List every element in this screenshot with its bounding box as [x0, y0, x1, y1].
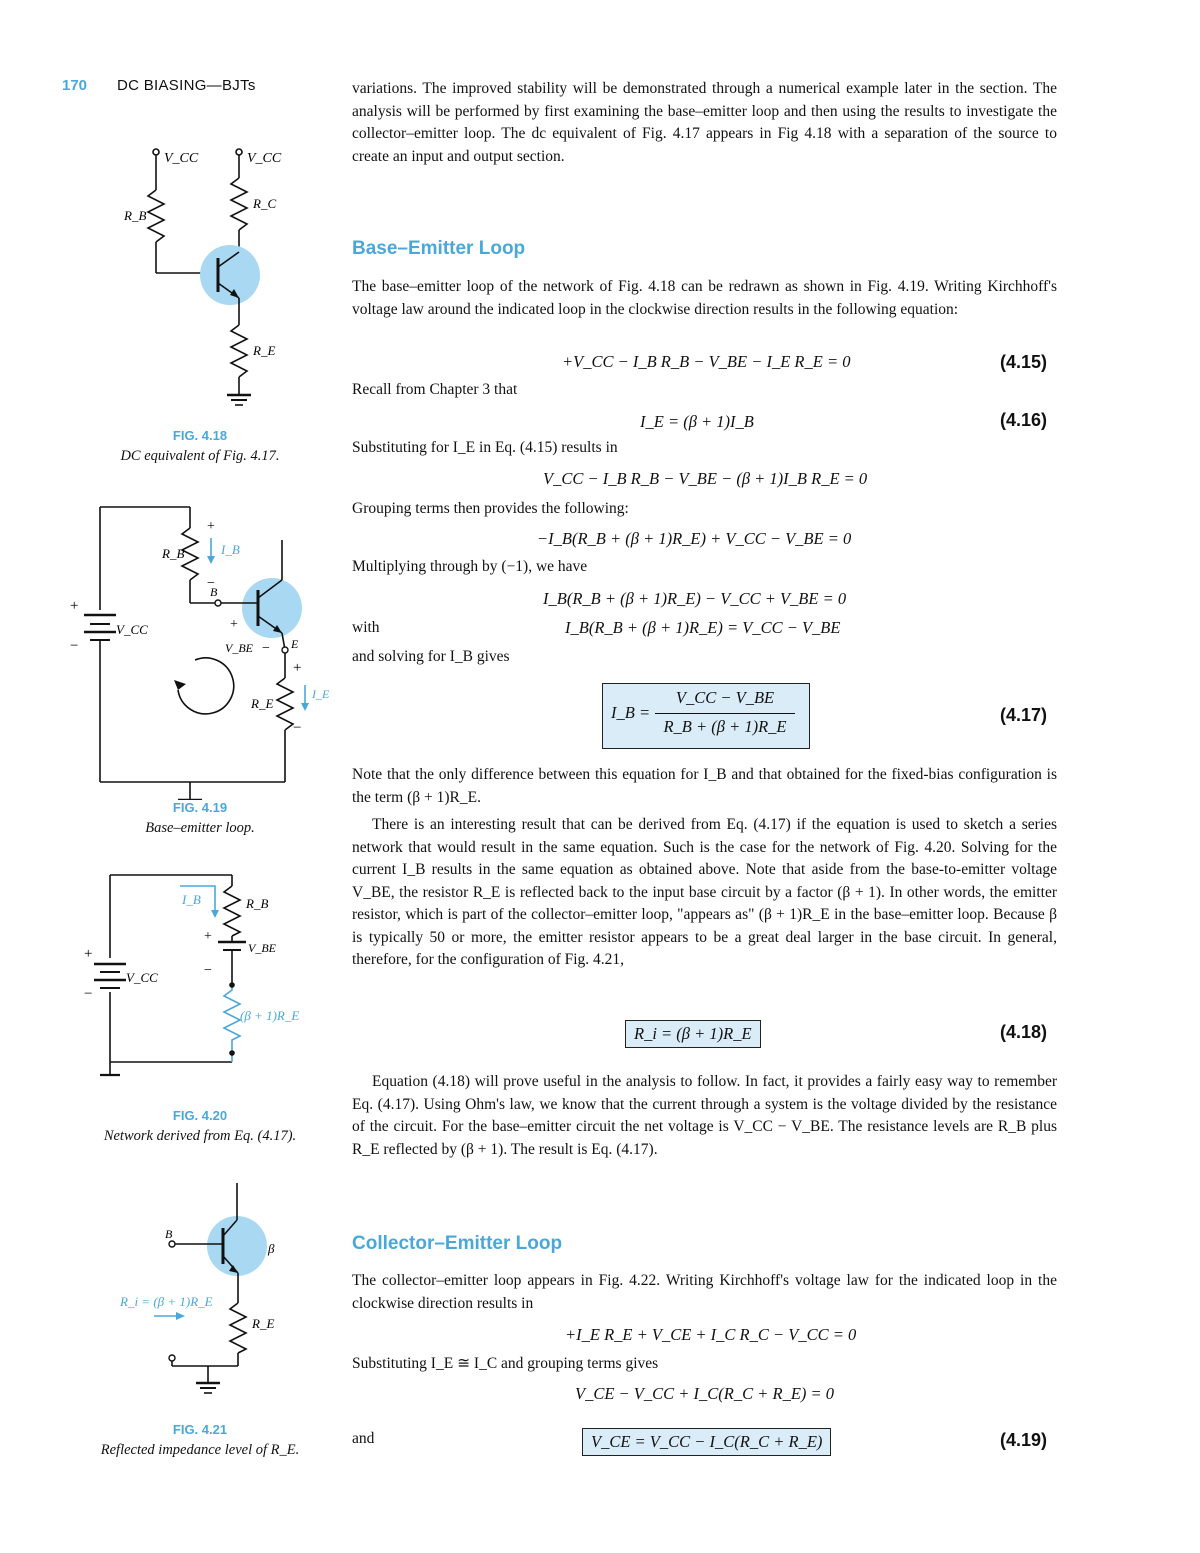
and-text: and: [352, 1430, 375, 1447]
fig421-re: R_E: [252, 1316, 275, 1331]
eq-grouped: −I_B(R_B + (β + 1)R_E) + V_CC − V_BE = 0: [537, 529, 852, 548]
eq-collector-substituted: V_CE − V_CC + I_C(R_C + R_E) = 0: [575, 1384, 835, 1403]
fig419-b: B: [210, 585, 218, 599]
fig419-minus2: −: [262, 641, 270, 656]
fig421-b: B: [165, 1227, 173, 1241]
fig420-vcc: V_CC: [126, 970, 158, 985]
eq-4-16: I_E = (β + 1)I_B: [640, 412, 754, 431]
fig418-rb: R_B: [124, 208, 147, 223]
solving-text: and solving for I_B gives: [352, 648, 510, 665]
heading-collector-emitter-loop: Collector–Emitter Loop: [352, 1233, 563, 1254]
fig-4-18-label: FIG. 4.18: [172, 428, 228, 443]
multiplying-text: Multiplying through by (−1), we have: [352, 558, 588, 575]
fig420-vbe: V_BE: [248, 941, 276, 955]
fig419-vbe: V_BE: [225, 641, 253, 655]
fig-4-19-circuit: [70, 500, 340, 800]
fig419-e: E: [291, 637, 299, 651]
fig420-plus-src: +: [84, 946, 93, 962]
fig418-re: R_E: [253, 343, 276, 358]
interesting-result-paragraph: There is an interesting result that can be derived from Eq. (4.17) if the equation is used to sketch a series network that would result in the same equation. Such is the case for the network of Fig. 4.20. Solving for the current I_B results in the same equation as obtained above. Note that aside from the base-to-emitter voltage V_BE, the resistor R_E is reflected back to the input base circuit by a factor (β + 1). In other words, the emitter resistor, which is part of the collector–emitter loop, "appears as" (β + 1)R_E in the base–emitter loop. Because β is typically 50 or more, the emitter resistor appears to be a great deal larger in the base circuit. In general, therefore, for the configuration of Fig. 4.21,: [352, 816, 1057, 968]
eq-4-17-lhs: I_B =: [611, 703, 651, 722]
fig-4-20-circuit: [80, 870, 330, 1095]
eq-4-15-number: (4.15): [1000, 352, 1048, 372]
fig-4-19-caption: Base–emitter loop.: [145, 820, 255, 836]
fig419-rb: R_B: [162, 546, 185, 561]
fig419-ie: I_E: [312, 687, 330, 701]
fig-4-18-caption: DC equivalent of Fig. 4.17.: [120, 448, 280, 464]
grouping-text: Grouping terms then provides the following:: [352, 500, 629, 517]
eq-4-16-number: (4.16): [1000, 410, 1048, 430]
fig420-plus1: +: [204, 929, 212, 944]
note-paragraph: Note that the only difference between this equation for I_B and that obtained for the fixed-bias configuration is the term (β + 1)R_E.: [352, 766, 1057, 806]
fig419-plus-src: +: [70, 598, 79, 614]
fig419-minus-src: −: [70, 638, 79, 654]
eq-with: I_B(R_B + (β + 1)R_E) = V_CC − V_BE: [565, 618, 841, 637]
collector-emitter-paragraph: The collector–emitter loop appears in Fig. 4.22. Writing Kirchhoff's voltage law for the indicated loop in the clockwise direction results in: [352, 1272, 1057, 1312]
fig419-vcc: V_CC: [116, 622, 148, 637]
recall-text: Recall from Chapter 3 that: [352, 381, 518, 398]
fig419-ib: I_B: [221, 542, 240, 557]
eq-4-19-number: (4.19): [1000, 1430, 1048, 1450]
eq-4-17-box: [602, 683, 810, 749]
fig-4-20-label: FIG. 4.20: [172, 1108, 228, 1123]
fig419-minus3: −: [293, 720, 302, 736]
fig419-re: R_E: [251, 696, 274, 711]
fig420-reflected: (β + 1)R_E: [240, 1008, 300, 1023]
intro-paragraph: variations. The improved stability will be demonstrated through a numerical example later in the section. The analysis will be performed by first examining the base–emitter loop and then using the results to investigate the collector–emitter loop. The dc equivalent of Fig. 4.17 appears in Fig 4.18 with a separation of the source to create an input and output section.: [352, 80, 1057, 165]
substituting-text: Substituting for I_E in Eq. (4.15) results in: [352, 439, 618, 456]
eq-4-15: +V_CC − I_B R_B − V_BE − I_E R_E = 0: [562, 352, 851, 371]
fig418-vcc-right: V_CC: [247, 151, 282, 166]
fig-4-19-label: FIG. 4.19: [172, 800, 228, 815]
page-number: 170: [62, 77, 88, 94]
with-text: with: [352, 619, 380, 636]
fig421-ri: R_i = (β + 1)R_E: [120, 1294, 213, 1309]
transistor-highlight: [200, 245, 260, 305]
eq-4-18: R_i = (β + 1)R_E: [625, 1020, 761, 1048]
fig-4-18-circuit: [100, 140, 330, 425]
heading-base-emitter-loop: Base–Emitter Loop: [352, 238, 526, 259]
fig420-minus1: −: [204, 963, 212, 978]
fig-4-21-label: FIG. 4.21: [172, 1422, 228, 1437]
fig-4-21-circuit: [110, 1178, 330, 1398]
equation-4-18-paragraph: Equation (4.18) will prove useful in the analysis to follow. In fact, it provides a fairly easy way to remember Eq. (4.17). Using Ohm's law, we know that the current through a system is the voltage divided by the resistance of the circuit. For the base–emitter circuit the net voltage is V_CC − V_BE. The resistance levels are R_B plus R_E reflected by (β + 1). The result is Eq. (4.17).: [352, 1073, 1057, 1158]
fig419-plus2: +: [230, 617, 238, 632]
fig421-beta: β: [268, 1241, 275, 1256]
fig-4-21-caption: Reflected impedance level of R_E.: [100, 1442, 300, 1458]
eq-4-17-numerator: V_CC − V_BE: [675, 688, 775, 707]
eq-4-18-number: (4.18): [1000, 1022, 1048, 1042]
eq-4-17-denominator: R_B + (β + 1)R_E: [663, 717, 787, 736]
eq-4-19: V_CE = V_CC − I_C(R_C + R_E): [582, 1428, 831, 1456]
fig418-rc: R_C: [253, 196, 277, 211]
fig420-minus-src: −: [84, 986, 93, 1002]
eq-4-17-number: (4.17): [1000, 705, 1048, 725]
fig419-minus1: −: [207, 576, 215, 591]
eq-multiplied: I_B(R_B + (β + 1)R_E) − V_CC + V_BE = 0: [543, 589, 847, 608]
substituting-ie-text: Substituting I_E ≅ I_C and grouping terms gives: [352, 1355, 659, 1372]
base-emitter-paragraph: The base–emitter loop of the network of Fig. 4.18 can be redrawn as shown in Fig. 4.19. Writing Kirchhoff's voltage law around the indicated loop in the clockwise direction results in the following equation:: [352, 278, 1057, 318]
eq-kvl-collector: +I_E R_E + V_CE + I_C R_C − V_CC = 0: [565, 1325, 857, 1344]
fig419-plus1: +: [207, 519, 215, 534]
fig418-vcc-left: V_CC: [164, 151, 199, 166]
eq-4-17-fraction-bar: [655, 713, 795, 714]
chapter-title: DC BIASING—BJTs: [117, 77, 256, 94]
fig420-ib: I_B: [182, 892, 201, 907]
eq-substituted: V_CC − I_B R_B − V_BE − (β + 1)I_B R_E = 0: [543, 469, 868, 488]
fig419-plus3: +: [293, 660, 302, 676]
fig-4-20-caption: Network derived from Eq. (4.17).: [103, 1128, 297, 1144]
fig420-rb: R_B: [246, 896, 269, 911]
